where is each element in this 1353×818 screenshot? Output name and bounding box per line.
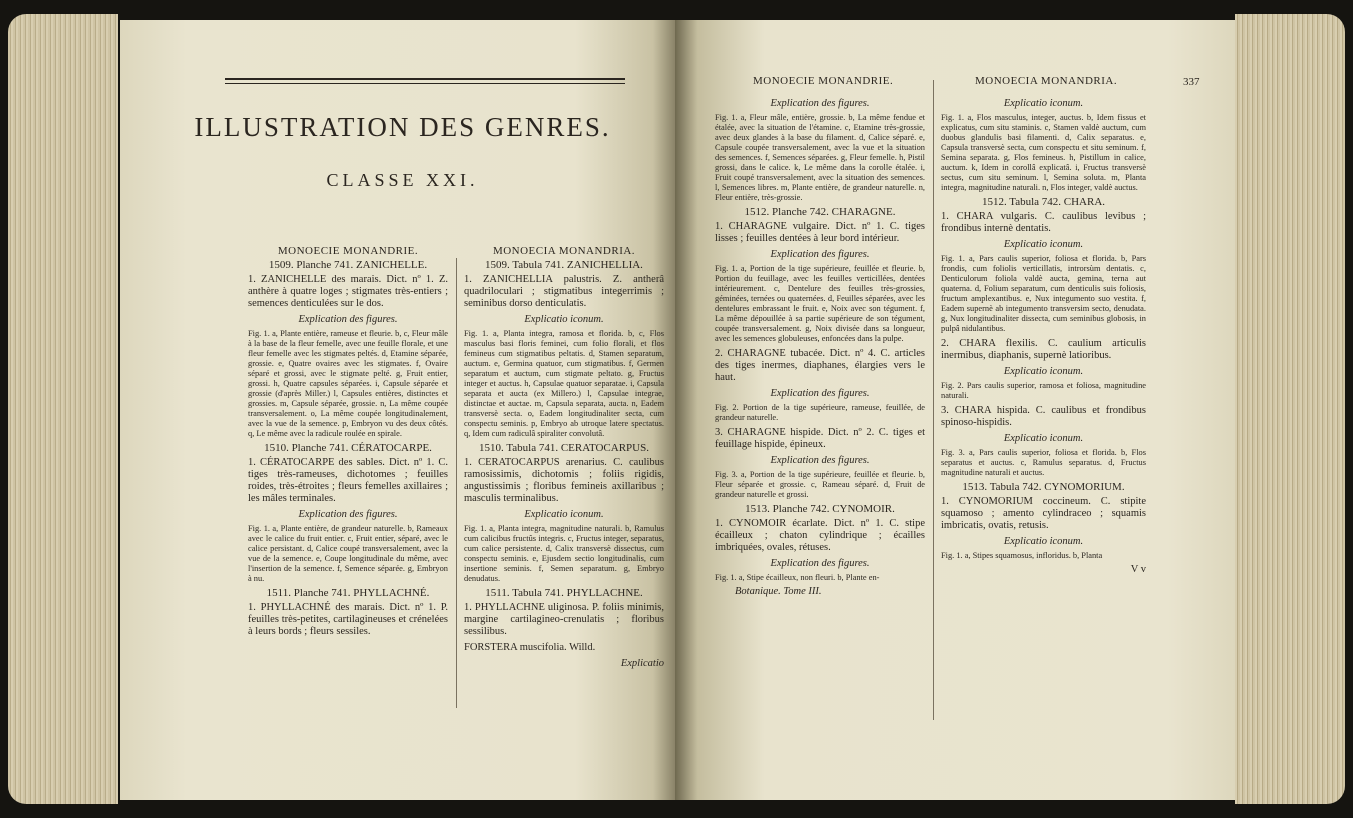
column-heading: MONOECIA MONANDRIA. (492, 245, 636, 257)
right-column-french (715, 94, 925, 601)
entry-title: 1511. Planche 741. PHYLLACHNÉ. (266, 587, 430, 599)
continued-heading: Explicatio (620, 658, 664, 669)
species-description: 1. PHYLLACHNE uliginosa. P. foliis minimis, margine cartilagineo-crenulatis ; floribus sessilibus. (464, 602, 664, 637)
page-title: ILLUSTRATION DES GENRES. (194, 112, 611, 142)
figures-text: Fig. 1. a, Plante entière, de grandeur naturelle. b, Rameaux avec le calice du fruit entier. c, Fruit entier, séparé, avec le calice persistant. d, Calice coupé transversalement, avec la vue de la semence. e, Coupe longitudinale du même, avec l'insertion de la semence. f, Semence séparée. g, Embryon à nu. (248, 524, 448, 583)
figures-text: Fig. 1. a, Planta integra, magnitudine naturali. b, Ramulus cum calicibus fructûs integris. c, Fructus integer, separatus, cum calice persistente. d, Calix transversè dissectus, cum conspectu seminis. e, Ejusdem sectio longitudinalis, cum insertione seminis. f, Semen separatum. g, Embryo denudatus. (464, 524, 664, 583)
species-description: 1. ZANICHELLE des marais. Dict. nº 1. Z. anthère à quatre loges ; stigmates très-entiers ; semences denticulées sur le dos. (248, 274, 448, 309)
running-head-left: MONOECIE MONANDRIE. (753, 75, 894, 87)
figures-heading: Explication des figures. (770, 558, 870, 569)
left-column-latin (464, 244, 664, 673)
figures-text: Fig. 1. a, Pars caulis superior, foliosa et florida. b, Pars frondis, cum foliolis verticillatis, introrsùm dentatis. c, Denticulorum foliola valdè aucta, gemina, terna aut quaterna. d, Folium separatum, cum denticulis suis foliosis, fructum amplexantibus. e, Nux integumento suo vestita. f, Eadem supernè ab integumento transversim secto, denudata. g, Nux longitudinaliter dissecta, cum seminibus globosis, in pulpâ nidulantibus. (941, 254, 1146, 333)
class-heading: CLASSE XXI. (326, 170, 479, 190)
entry-title: 1513. Planche 742. CYNOMOIR. (745, 503, 895, 515)
figures-heading: Explication des figures. (298, 314, 398, 325)
entry-title: 1510. Tabula 741. CERATOCARPUS. (479, 442, 649, 454)
figures-text: Fig. 1. a, Stipe écailleux, non fleuri. b, Plante en- (715, 573, 880, 582)
page-number: 337 (1183, 76, 1200, 88)
figures-text: Fig. 2. Pars caulis superior, ramosa et foliosa, magnitudine naturali. (941, 381, 1146, 400)
synonym: FORSTERA muscifolia. Willd. (464, 642, 596, 653)
signature-mark: V v (1130, 564, 1146, 575)
species-description: 1. PHYLLACHNÉ des marais. Dict. nº 1. P. feuilles très-petites, cartilagineuses et crénelées à leurs bords ; fleurs sessiles. (248, 602, 448, 637)
page-edges-right (1235, 14, 1345, 804)
entry-title: 1509. Planche 741. ZANICHELLE. (268, 259, 428, 271)
column-heading: MONOECIE MONANDRIE. (277, 245, 419, 257)
species-description: 1. ZANICHELLIA palustris. Z. antherâ quadriloculari ; stigmatibus integerrimis ; seminibus dorso denticulatis. (464, 274, 664, 309)
figures-heading: Explicatio iconum. (1003, 239, 1084, 250)
species-description: 1. CHARA vulgaris. C. caulibus levibus ; frondibus internè dentatis. (941, 211, 1146, 234)
figures-text: Fig. 1. a, Flos masculus, integer, auctus. b, Idem fissus et explicatus, cum situ staminis. c, Stamen valdè auctum, cum duobus glandulis basi filamenti. d, Calix separatus. e, Capsula transversè secta, cum conspectu et situ seminum. f, Semina separata. g, Flos femineus. h, Pistillum in calice, auctum. k, Idem in corollâ explicatâ. i, Fructus transversè sectus, cum situ seminum. l, Semina soluta. m, Planta integra, magnitudine naturali. n, Flos integer, valdè auctus. (941, 113, 1146, 192)
species-description: 1. CÉRATOCARPE des sables. Dict. nº 1. C. tiges très-rameuses, dichotomes ; feuilles roides, très-étroites ; fleurs femelles axillaires ; les mâles terminales. (248, 457, 448, 504)
figures-text: Fig. 1. a, Fleur mâle, entière, grossie. b, La même fendue et étalée, avec la situation de l'étamine. c, Etamine très-grossie, avec deux glandes à la base du filament. d, Calice séparé. e, Capsule coupée transversalement, avec la vue et la situation des semences. f, Semences séparées. g, Fleur femelle. h, Pistil grossi, dans le calice. k, Le même dans la corolle étalée. i, Fruit coupé transversalement, avec la situation des semences. l, Semences libres. m, Plante entière, de grandeur naturelle. n, Fleur entière, très-grossie. (715, 113, 925, 202)
running-head-right: MONOECIA MONANDRIA. (975, 75, 1118, 87)
figures-heading: Explicatio iconum. (1003, 433, 1084, 444)
entry-title: 1510. Planche 741. CÉRATOCARPE. (264, 442, 432, 454)
species-description: 3. CHARAGNE hispide. Dict. nº 2. C. tiges et feuillage hispide, épineux. (715, 427, 925, 450)
right-page (675, 20, 1235, 800)
entry-title: 1511. Tabula 741. PHYLLACHNE. (485, 587, 643, 599)
figures-heading: Explication des figures. (770, 98, 870, 109)
figures-text: Fig. 3. a, Pars caulis superior, foliosa et florida. b, Flos separatus et auctus. c, Ramulus separatus. d, Fructus magnitudine naturali et auctus. (941, 448, 1146, 477)
figures-heading: Explication des figures. (770, 249, 870, 260)
figures-heading: Explication des figures. (298, 509, 398, 520)
figures-heading: Explicatio iconum. (1003, 366, 1084, 377)
figures-heading: Explicatio iconum. (1003, 536, 1084, 547)
figures-text: Fig. 2. Portion de la tige supérieure, rameuse, feuillée, de grandeur naturelle. (715, 403, 925, 422)
species-description: 1. CERATOCARPUS arenarius. C. caulibus ramosissimis, dichotomis ; foliis rigidis, angustissimis ; floribus femineis axillaribus ; masculis terminalibus. (464, 457, 664, 504)
species-description: 3. CHARA hispida. C. caulibus et frondibus spinoso-hispidis. (941, 405, 1146, 428)
figures-heading: Explicatio iconum. (524, 314, 604, 325)
figures-heading: Explication des figures. (770, 388, 870, 399)
entry-title: 1509. Tabula 741. ZANICHELLIA. (485, 259, 643, 271)
page-edges-left (8, 14, 118, 804)
left-page (120, 20, 675, 800)
species-description: 2. CHARA flexilis. C. caulium articulis inermibus, diaphanis, supernè latioribus. (941, 338, 1146, 361)
species-description: 2. CHARAGNE tubacée. Dict. nº 4. C. articles des tiges inermes, diaphanes, élargies vers le haut. (715, 348, 925, 383)
right-column-latin (941, 94, 1146, 579)
species-description: 1. CYNOMOIR écarlate. Dict. nº 1. C. stipe écailleux ; chaton cylindrique ; écailles imbriquées, ovales, rétuses. (715, 518, 925, 553)
figures-text: Fig. 1. a, Plante entière, rameuse et fleurie. b, c, Fleur mâle à la base de la fleur femelle, avec une feuille florale, et une fleur femelle avec les stigmates peltés. d, Etamine séparée, grossie. e, Quatre ovaires avec les stigmates. f, Ovaire séparé et grossi, avec le stigmate pelté. g, Fruit entier, grossi. h, Quatre capsules séparées. i, Capsule séparée et grossie (d'après Miller.) l, Capsules entières, distinctes et grossies. m, Capsule séparée, grossie. n, La même coupée transversalement. o, La même coupée longitudinalement, avec la vue de la semence. p, Embryon vu des deux côtés. q, Le même avec la radicule roulée en spirale. (248, 329, 448, 438)
top-rule (225, 78, 625, 80)
figures-text: Fig. 1. a, Planta integra, ramosa et florida. b, c, Flos masculus basi floris feminei, cum folio florali, et flos femineus cum stigmatibus peltatis. d, Stamen separatum, auctum. e, Germina quatuor, cum stigmatibus. f, Germen separatum et auctum, cum stigmate peltato. g, Fructus integer et auctus. h, Capsulae quatuor separatae. i, Capsula separata et aucta (ex Millero.) l, Capsulae integrae, distinctae et auctae. m, Capsula separata, aucta. n, Eadem transversè secta. o, Eadem longitudinaliter secta, cum conspectu seminis. p, Embryo ab utroque latere spectatus. q, Idem cum radiculâ spiraliter convolutâ. (464, 329, 664, 438)
left-column-french (248, 244, 448, 642)
top-rule-thin (225, 83, 625, 84)
entry-title: 1512. Tabula 742. CHARA. (981, 196, 1106, 208)
entry-title: 1512. Planche 742. CHARAGNE. (744, 206, 896, 218)
figures-heading: Explicatio iconum. (524, 509, 604, 520)
column-divider (933, 80, 934, 720)
figures-text: Fig. 3. a, Portion de la tige supérieure, feuillée et fleurie. b, Fleur séparée et grossie. c, Rameau séparé. d, Fruit de grandeur naturelle et grossi. (715, 470, 925, 499)
species-description: 1. CHARAGNE vulgaire. Dict. nº 1. C. tiges lisses ; feuilles dentées à leur bord intérieur. (715, 221, 925, 244)
page-footer: Botanique. Tome III. (735, 586, 822, 597)
figures-heading: Explicatio iconum. (1003, 98, 1084, 109)
figures-heading: Explication des figures. (770, 455, 870, 466)
figures-text: Fig. 1. a, Portion de la tige supérieure, feuillée et fleurie. b, Portion du feuillage, avec les feuilles verticillées, dentées intérieurement. c, Dentelure des feuilles très-grossies, géminées, ternées ou quaternées. d, Feuilles séparées, avec les dentelures embrassant le fruit. e, Noix avec son tégument. f, La même dépouillée à sa partie supérieure de son tégument, coupée transversalement. g, Noix divisée dans sa longueur, avec les semences globuleuses, enfoncées dans la pulpe. (715, 264, 925, 343)
species-description: 1. CYNOMORIUM coccineum. C. stipite squamoso ; amento cylindraceo ; squamis imbricatis, ovatis, retusis. (941, 496, 1146, 531)
entry-title: 1513. Tabula 742. CYNOMORIUM. (962, 481, 1125, 493)
column-divider (456, 258, 457, 708)
figures-text: Fig. 1. a, Stipes squamosus, infloridus. b, Planta (941, 551, 1103, 560)
